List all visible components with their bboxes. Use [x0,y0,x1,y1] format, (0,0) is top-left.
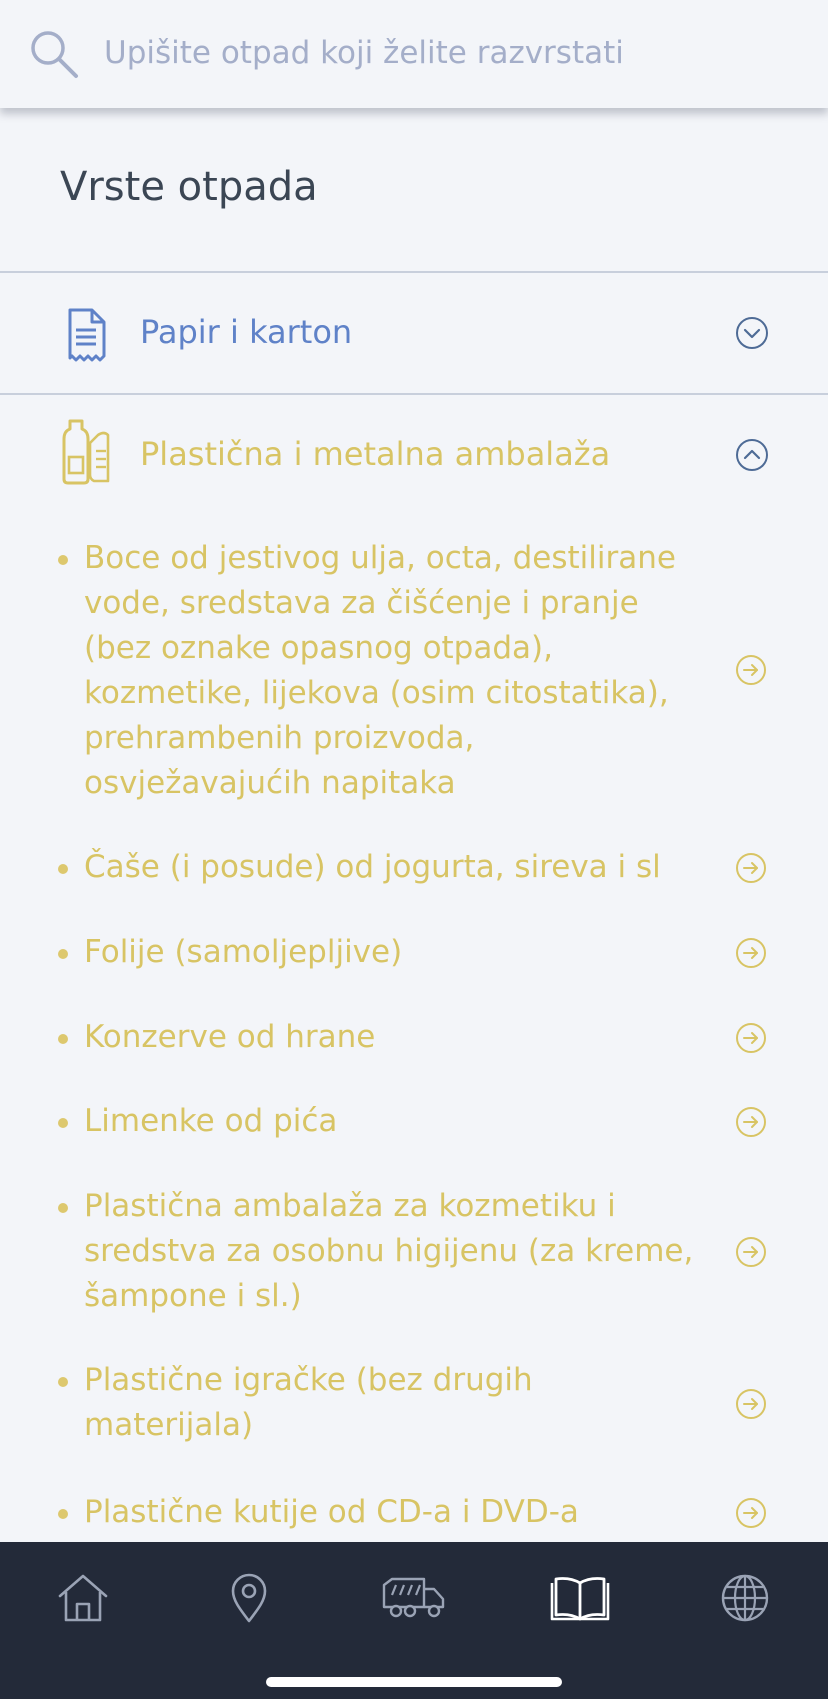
arrow-right-icon[interactable] [735,1106,767,1138]
category-plastic-metal[interactable] [0,395,828,515]
item-text: Limenke od pića [84,1103,338,1139]
garbage-truck-icon [380,1575,448,1621]
item-text: Čaše (i posude) od jogurta, sireva i sl [84,849,661,885]
search-input[interactable] [104,26,794,80]
globe-icon [719,1572,771,1624]
arrow-right-icon[interactable] [735,1022,767,1054]
arrow-right-icon[interactable] [735,654,767,686]
nav-guide[interactable] [545,1568,615,1628]
nav-locations[interactable] [214,1568,284,1628]
category-label: Plastična i metalna ambalaža [140,435,611,473]
bullet [58,864,68,874]
home-icon [55,1572,111,1624]
page-title: Vrste otpada [60,164,318,210]
search-bar [0,0,828,108]
category-paper[interactable] [0,273,828,393]
bullet [58,555,68,565]
bullet [58,1203,68,1213]
nav-home[interactable] [48,1568,118,1628]
chevron-down-icon[interactable] [735,316,769,350]
arrow-right-icon[interactable] [735,1497,767,1529]
bullet [58,1034,68,1044]
bottle-icon [56,417,112,487]
bottom-nav [0,1542,828,1699]
bullet [58,1377,68,1387]
item-text: Folije (samoljepljive) [84,934,403,970]
arrow-right-icon[interactable] [735,852,767,884]
item-text: Plastične igračke (bez drugih materijala) [84,1362,533,1443]
bullet [58,1118,68,1128]
arrow-right-icon[interactable] [735,937,767,969]
book-icon [550,1573,610,1623]
bullet [58,1509,68,1519]
location-pin-icon [229,1572,269,1624]
item-text: Plastična ambalaža za kozmetiku i sredstva za osobnu higijenu (za kreme, šampone i sl.) [84,1188,694,1314]
home-indicator[interactable] [266,1677,562,1687]
chevron-up-icon[interactable] [735,438,769,472]
item-text: Plastične kutije od CD-a i DVD-a [84,1494,579,1530]
category-label: Papir i karton [140,313,353,351]
document-icon [56,304,112,366]
bullet [58,949,68,959]
search-icon[interactable] [28,28,80,80]
arrow-right-icon[interactable] [735,1388,767,1420]
nav-language[interactable] [710,1568,780,1628]
item-text: Boce od jestivog ulja, octa, destilirane vode, sredstava za čišćenje i pranje (bez oznake opasnog otpada), kozmetike, lijekova (osim citostatika), prehrambenih proizvoda, osvježavajućih napitaka [84,540,676,801]
arrow-right-icon[interactable] [735,1236,767,1268]
nav-collection[interactable] [379,1568,449,1628]
item-text: Konzerve od hrane [84,1019,376,1055]
